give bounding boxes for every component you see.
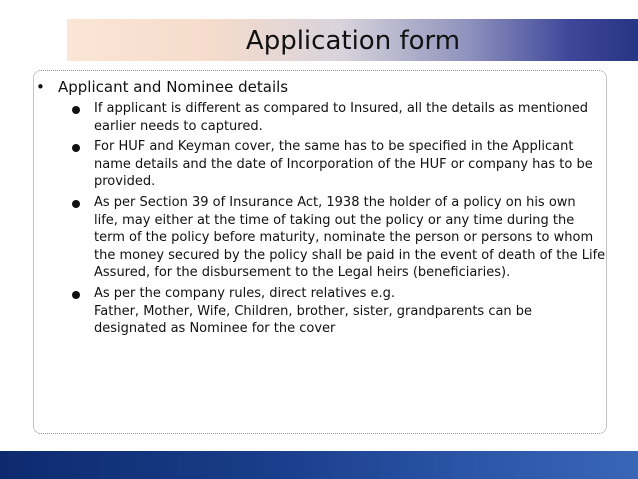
bullet-dot-icon bbox=[72, 106, 80, 114]
bullet-dot-icon bbox=[72, 291, 80, 299]
sub-bullet-line: earlier needs to captured. bbox=[94, 118, 263, 134]
slide-title: Application form bbox=[245, 26, 461, 56]
sub-bullet-section-39 bbox=[64, 194, 606, 282]
sub-bullet-line: name details and the date of Incorporation of the HUF or company has to be bbox=[94, 156, 593, 172]
sub-bullet-line: term of the policy before maturity, nominate the person or persons to whom bbox=[94, 230, 594, 246]
sub-bullet-line: designated as Nominee for the cover bbox=[94, 321, 336, 337]
sub-bullet-line: Father, Mother, Wife, Children, brother, sister, grandparents can be bbox=[94, 303, 533, 319]
sub-bullet-line: Assured, for the disbursement to the Legal heirs (beneficiaries). bbox=[94, 265, 511, 281]
main-bullet-marker: • bbox=[36, 78, 45, 96]
sub-bullet-line: provided. bbox=[94, 174, 156, 190]
sub-bullet-line: As per the company rules, direct relatives e.g. bbox=[94, 285, 396, 301]
bullet-dot-icon bbox=[72, 144, 80, 152]
sub-bullet-line: life, may either at the time of taking out the policy or any time during the bbox=[94, 212, 575, 228]
sub-bullet-line: the money secured by the policy shall be paid in the event of death of the Life bbox=[94, 247, 606, 263]
sub-bullet-applicant-details bbox=[64, 100, 594, 135]
sub-bullet-line: If applicant is different as compared to Insured, all the details as mentioned bbox=[94, 101, 588, 116]
main-bullet-text: Applicant and Nominee details bbox=[58, 78, 289, 96]
footer-bar bbox=[0, 451, 638, 479]
bullet-dot-icon bbox=[72, 200, 80, 208]
sub-bullet-line: As per Section 39 of Insurance Act, 1938 the holder of a policy on his own bbox=[94, 194, 576, 210]
sub-bullet-line: For HUF and Keyman cover, the same has to be specified in the Applicant bbox=[94, 139, 574, 155]
sub-bullet-list bbox=[64, 100, 606, 341]
sub-bullet-huf-keyman bbox=[64, 138, 594, 191]
sub-bullet-company-rules bbox=[64, 285, 594, 338]
